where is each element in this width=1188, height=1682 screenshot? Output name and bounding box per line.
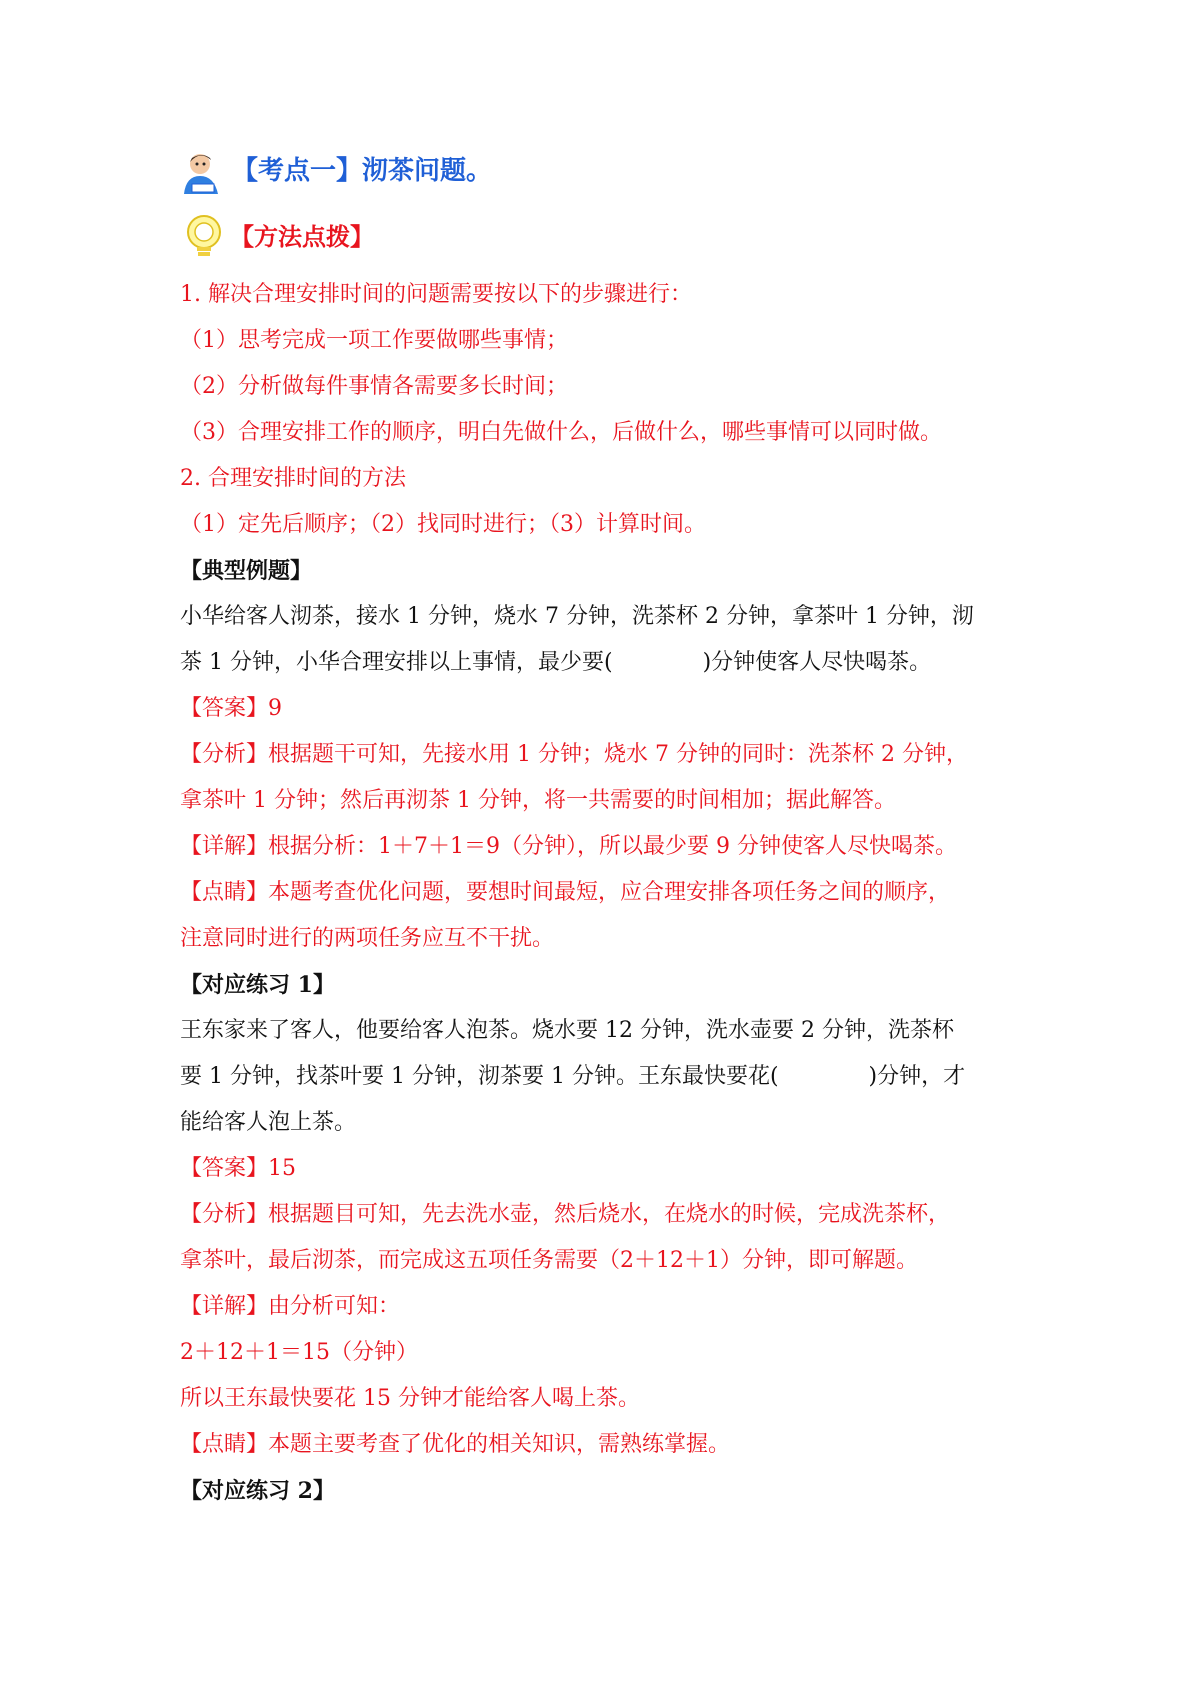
- example-answer: 【答案】9: [180, 696, 282, 721]
- practice-1-calculation: 2＋12＋1＝15（分钟）: [180, 1340, 418, 1365]
- practice-1-detail: 【详解】由分析可知：: [180, 1294, 401, 1319]
- example-question-text-b: )分钟使客人尽快喝茶。: [702, 650, 932, 675]
- practice-1-conclusion: 所以王东最快要花 15 分钟才能给客人喝上茶。: [180, 1386, 640, 1411]
- example-analysis-line-2: 拿茶叶 1 分钟；然后再沏茶 1 分钟，将一共需要的时间相加；据此解答。: [180, 788, 896, 813]
- method-step-1-1: （1）思考完成一项工作要做哪些事情；: [180, 328, 568, 353]
- practice-1-question-line-3: 能给客人泡上茶。: [180, 1110, 357, 1135]
- practice-1-analysis-line-1: 【分析】根据题目可知，先去洗水壶，然后烧水，在烧水的时候，完成洗茶杯，: [180, 1202, 951, 1227]
- example-comment-line-2: 注意同时进行的两项任务应互不干扰。: [180, 926, 555, 951]
- method-step-1: 1. 解决合理安排时间的问题需要按以下的步骤进行：: [180, 282, 692, 307]
- example-label: 【典型例题】: [180, 558, 313, 584]
- example-question-line-2: [180, 648, 931, 678]
- method-step-2-list: （1）定先后顺序；（2）找同时进行；（3）计算时间。: [180, 512, 706, 537]
- practice-1-analysis-line-2: 拿茶叶，最后沏茶，而完成这五项任务需要（2＋12＋1）分钟，即可解题。: [180, 1248, 918, 1273]
- practice-2-label: 【对应练习 2】: [180, 1478, 335, 1504]
- section-title: 【考点一】沏茶问题。: [232, 156, 493, 186]
- method-step-1-2: （2）分析做每件事情各需要多长时间；: [180, 374, 568, 399]
- practice-1-question-line-1: 王东家来了客人，他要给客人泡茶。烧水要 12 分钟，洗水壶要 2 分钟，洗茶杯: [180, 1018, 954, 1043]
- example-question-line-1: 小华给客人沏茶，接水 1 分钟，烧水 7 分钟，洗茶杯 2 分钟，拿茶叶 1 分钟，沏: [180, 604, 974, 629]
- practice-1-question-text-a: 要 1 分钟，找茶叶要 1 分钟，沏茶要 1 分钟。王东最快要花(: [180, 1064, 779, 1089]
- method-step-1-3: （3）合理安排工作的顺序，明白先做什么，后做什么，哪些事情可以同时做。: [180, 420, 942, 445]
- example-question-text-a: 茶 1 分钟，小华合理安排以上事情，最少要(: [180, 650, 613, 675]
- practice-1-label: 【对应练习 1】: [180, 972, 335, 998]
- example-comment-line-1: 【点睛】本题考查优化问题，要想时间最短，应合理安排各项任务之间的顺序，: [180, 880, 951, 905]
- practice-1-comment: 【点睛】本题主要考查了优化的相关知识，需熟练掌握。: [180, 1432, 731, 1457]
- method-step-2: 2. 合理安排时间的方法: [180, 466, 406, 491]
- practice-1-answer: 【答案】15: [180, 1156, 296, 1181]
- practice-1-question-line-2: [180, 1062, 965, 1092]
- example-detail: 【详解】根据分析：1＋7＋1＝9（分钟），所以最少要 9 分钟使客人尽快喝茶。: [180, 834, 957, 859]
- practice-1-question-text-b: )分钟，才: [868, 1064, 966, 1089]
- method-label: 【方法点拨】: [230, 222, 374, 251]
- lightbulb-icon: [184, 214, 224, 260]
- student-icon: [180, 150, 226, 196]
- example-analysis-line-1: 【分析】根据题干可知，先接水用 1 分钟；烧水 7 分钟的同时：洗茶杯 2 分钟，: [180, 742, 968, 767]
